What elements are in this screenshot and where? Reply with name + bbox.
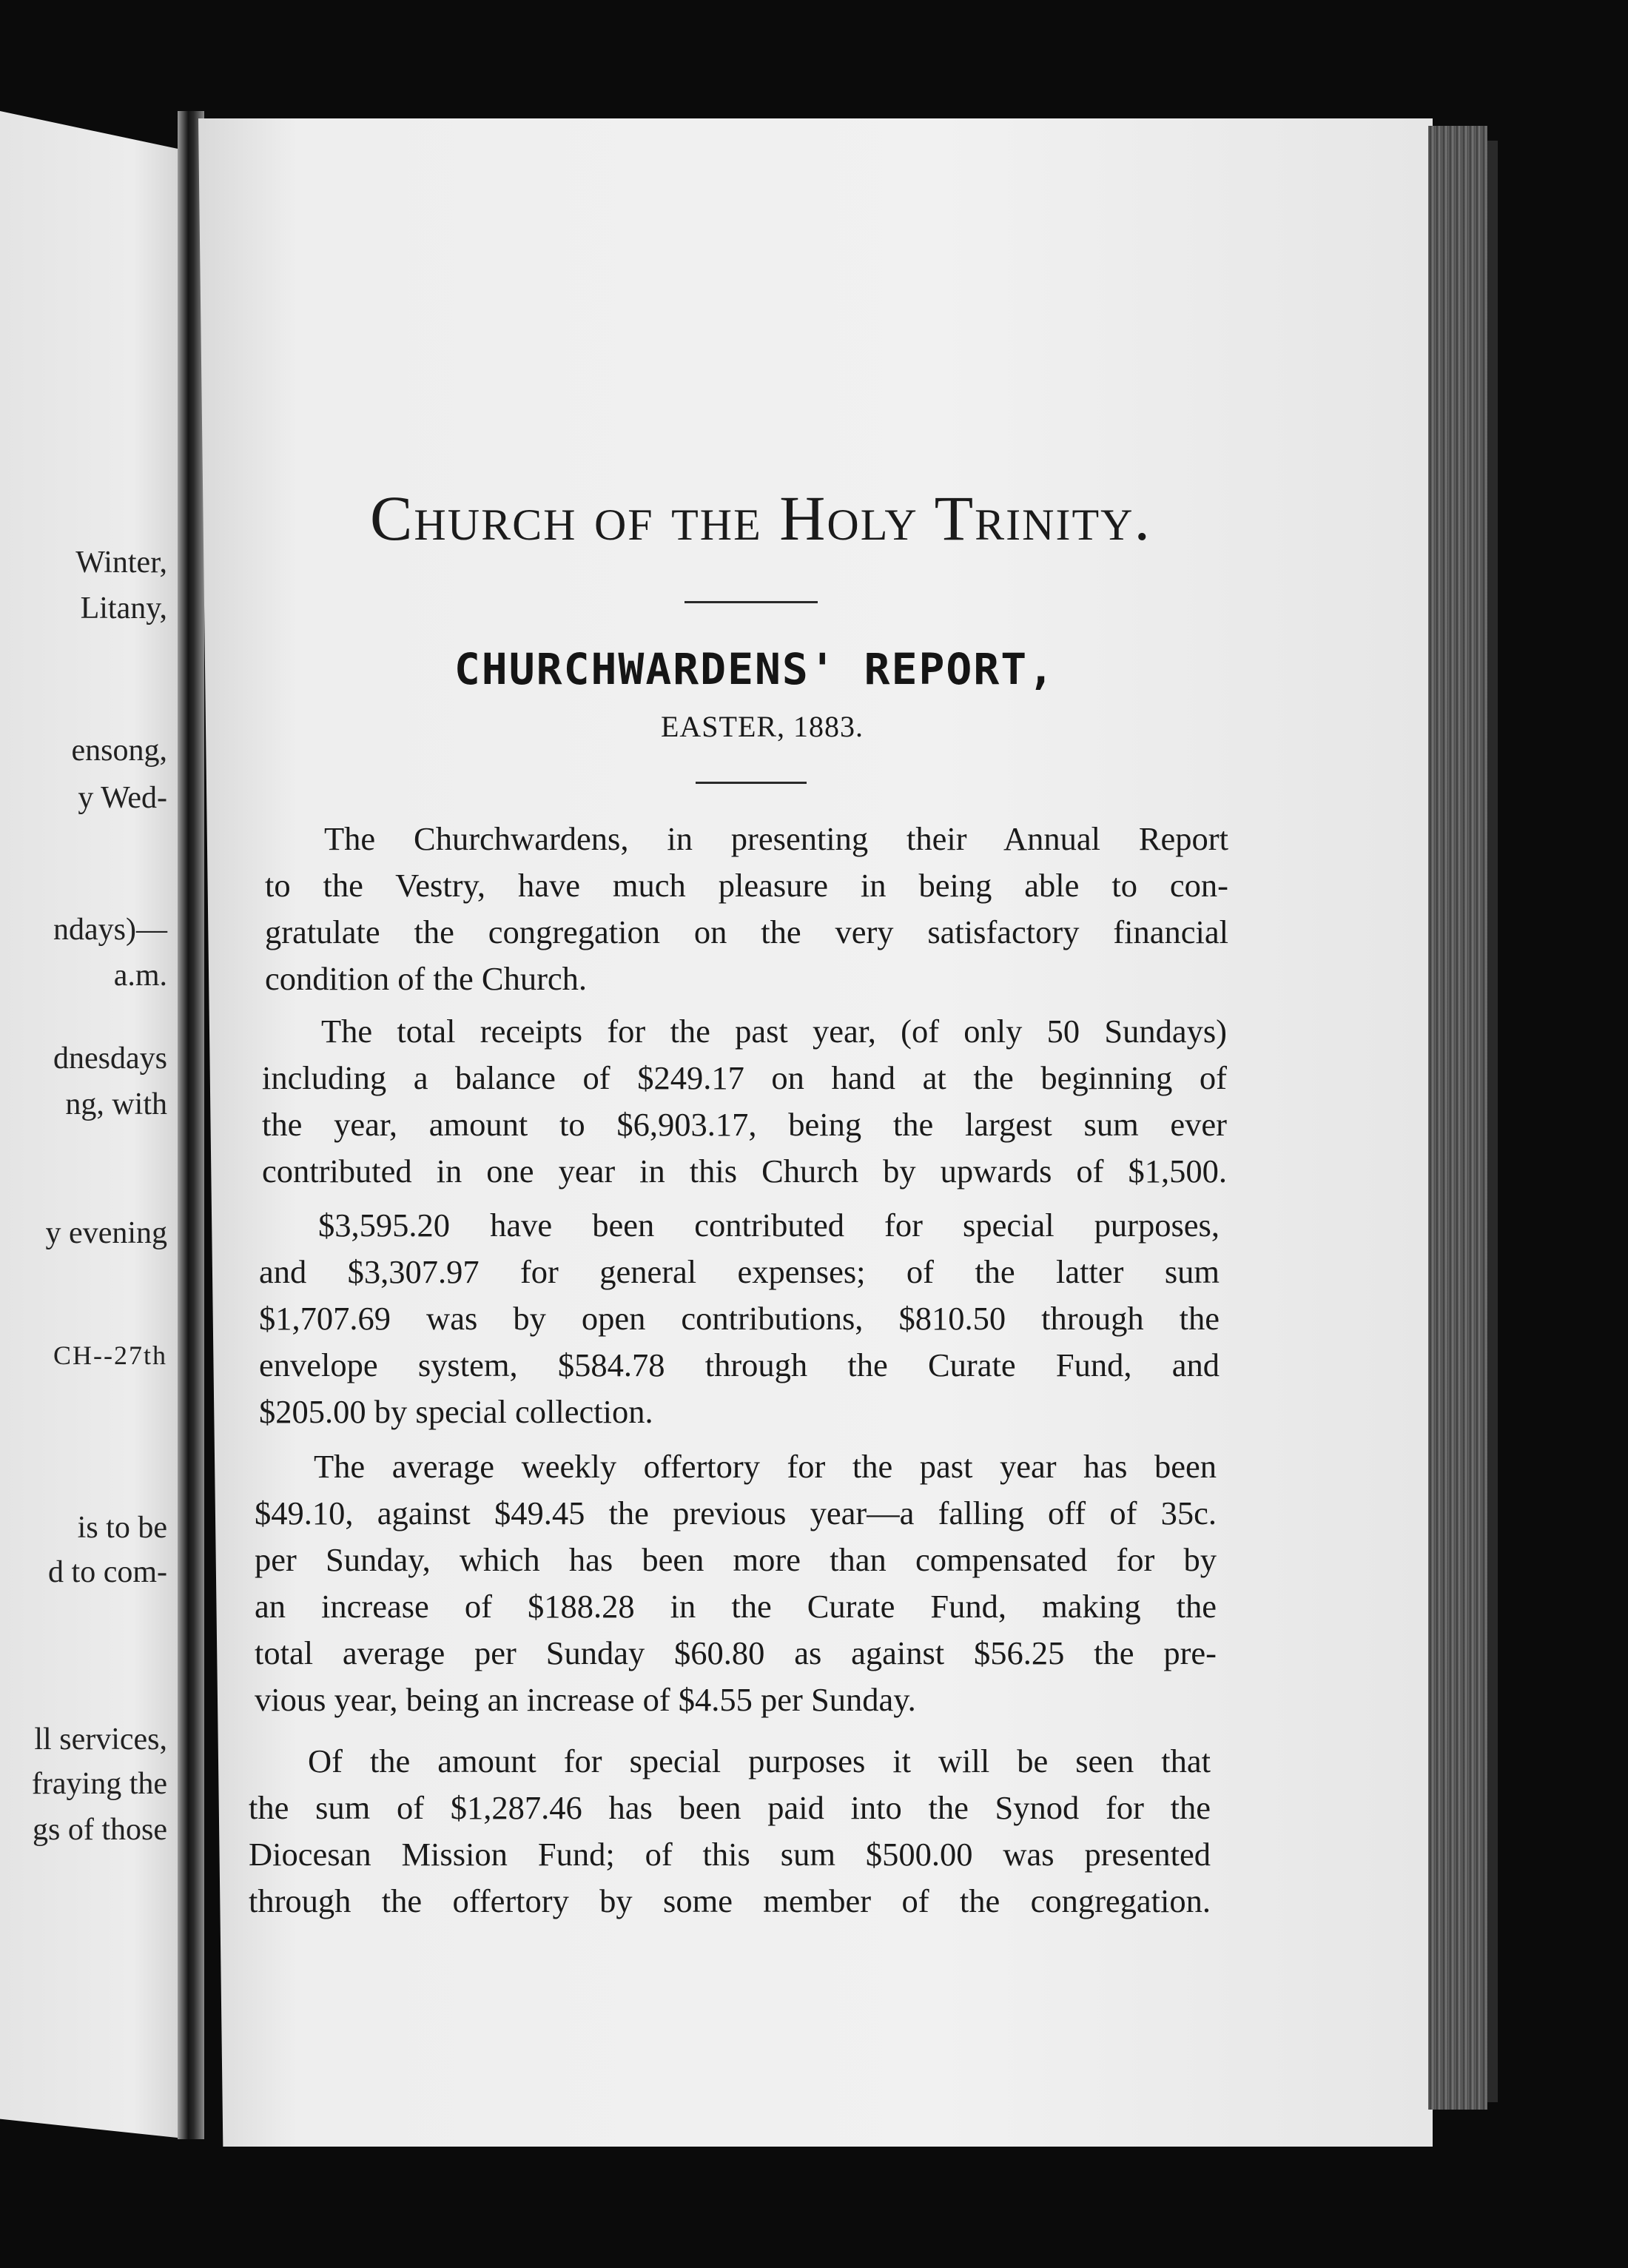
text-line: an increase of $188.28 in the Curate Fund, making the: [255, 1588, 1217, 1625]
text-line: $49.10, against $49.45 the previous year—a falling off of 35c.: [255, 1494, 1217, 1531]
text-line: per Sunday, which has been more than compensated for by: [255, 1541, 1217, 1578]
left-page-fragment: ng, with: [65, 1087, 167, 1121]
page-edges: [1428, 126, 1487, 2110]
text-line: Diocesan Mission Fund; of this sum $500.00 was presented: [249, 1836, 1211, 1873]
text-line: contributed in one year in this Church by upwards of $1,500.: [262, 1153, 1227, 1190]
text-line: to the Vestry, have much pleasure in being able to con-: [265, 867, 1228, 904]
text-line: and $3,307.97 for general expenses; of the latter sum: [259, 1253, 1220, 1290]
paragraph-1: [265, 816, 1228, 1002]
text-line: condition of the Church.: [265, 960, 588, 997]
text-line: including a balance of $249.17 on hand at the beginning of: [262, 1059, 1227, 1096]
page-title: Church of the Holy Trinity.: [370, 483, 1151, 554]
left-page-fragment: ll services,: [34, 1722, 167, 1757]
text-line: total average per Sunday $60.80 as against $56.25 the pre-: [255, 1634, 1217, 1671]
left-page-fragment: CH--27th: [53, 1341, 167, 1370]
report-subtitle: CHURCHWARDENS' REPORT,: [454, 644, 1056, 694]
left-page-fragment: y evening: [45, 1216, 167, 1250]
text-line: $205.00 by special collection.: [259, 1393, 653, 1430]
text-line: The Churchwardens, in presenting their Annual Report: [324, 820, 1228, 857]
text-line: $3,595.20 have been contributed for special purposes,: [318, 1207, 1220, 1244]
left-page-fragment: Winter,: [75, 546, 167, 580]
paragraph-2: [262, 1008, 1227, 1195]
text-line: The average weekly offertory for the past year has been: [314, 1448, 1217, 1485]
paragraph-4: [255, 1443, 1217, 1723]
date-rule: [696, 782, 807, 784]
page-edges-dark: [1487, 141, 1498, 2102]
left-page-fragment: ensong,: [71, 734, 167, 768]
left-page-fragment: Litany,: [80, 591, 167, 625]
paragraph-3: [259, 1202, 1220, 1435]
text-line: gratulate the congregation on the very satisfactory financial: [265, 913, 1228, 950]
book-gutter: [178, 111, 204, 2139]
left-page-fragment: ndays)—: [53, 913, 167, 947]
text-line: envelope system, $584.78 through the Curate Fund, and: [259, 1346, 1220, 1383]
text-line: the year, amount to $6,903.17, being the largest sum ever: [262, 1106, 1227, 1143]
left-page-fragment: is to be: [77, 1511, 167, 1545]
paragraph-5: [249, 1738, 1211, 1925]
report-date: EASTER, 1883.: [660, 710, 864, 743]
text-line: $1,707.69 was by open contributions, $810.50 through the: [259, 1300, 1220, 1337]
text-line: the sum of $1,287.46 has been paid into the Synod for the: [249, 1789, 1211, 1826]
left-page-fragment: dnesdays: [53, 1041, 167, 1076]
left-page-fragment: gs of those: [33, 1813, 167, 1847]
title-rule: [684, 601, 818, 603]
text-line: vious year, being an increase of $4.55 per Sunday.: [255, 1681, 916, 1718]
text-line: Of the amount for special purposes it will be seen that: [308, 1742, 1211, 1779]
left-page-fragment: y Wed-: [78, 781, 167, 815]
text-line: The total receipts for the past year, (of only 50 Sundays): [321, 1013, 1227, 1050]
left-page-fragment: a.m.: [113, 959, 167, 993]
left-page-fragment: d to com-: [48, 1555, 167, 1589]
text-line: through the offertory by some member of the congregation.: [249, 1882, 1211, 1919]
left-page-fragment: fraying the: [31, 1767, 167, 1801]
